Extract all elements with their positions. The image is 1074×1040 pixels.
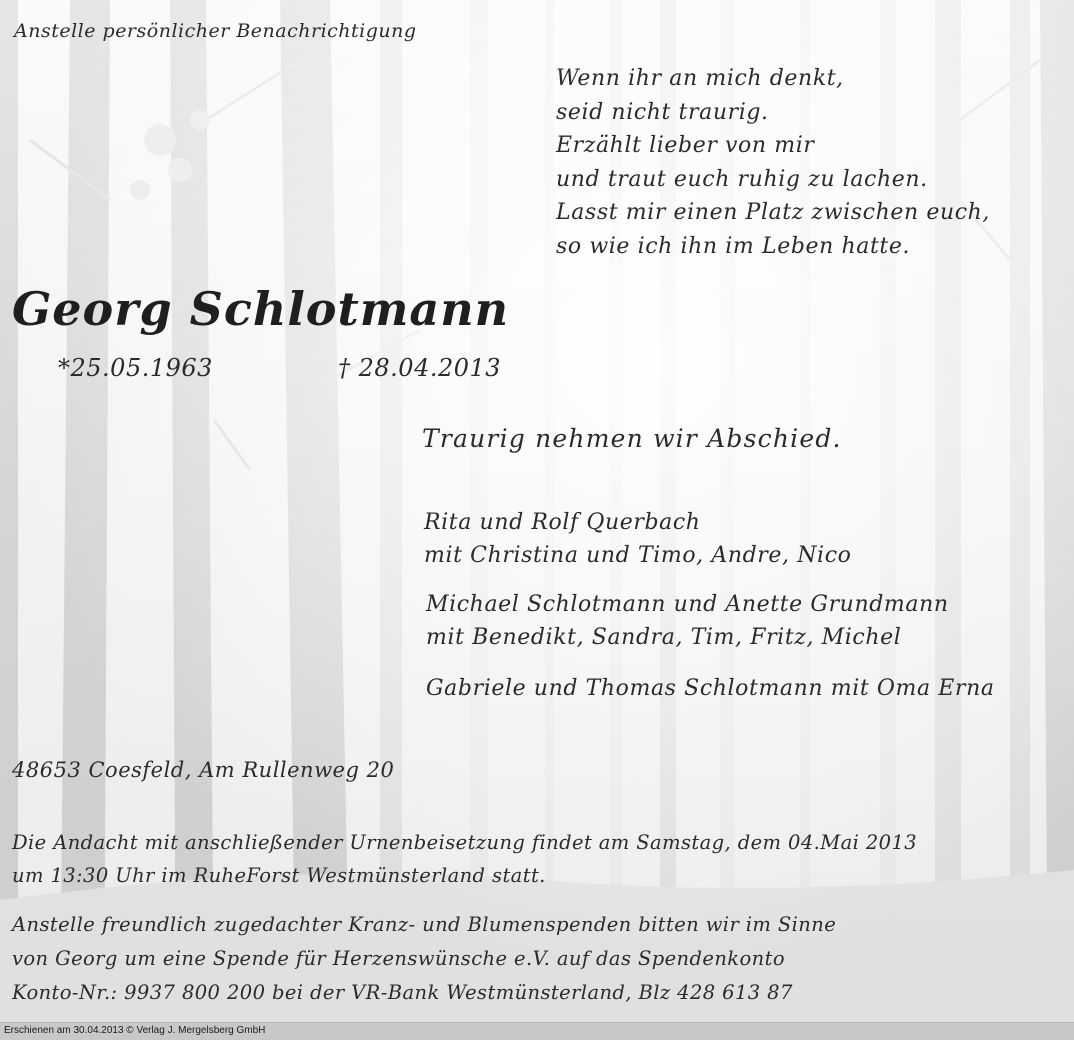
donation-line: von Georg um eine Spende für Herzenswünsche e.V. auf das Spendenkonto — [12, 947, 785, 970]
poem-line: und traut euch ruhig zu lachen. — [556, 166, 928, 192]
poem-line: so wie ich ihn im Leben hatte. — [556, 233, 911, 259]
memorial-poem — [556, 62, 990, 263]
poem-line: seid nicht traurig. — [556, 99, 769, 125]
poem-line: Erzählt lieber von mir — [556, 133, 815, 158]
ceremony-line: um 13:30 Uhr im RuheForst Westmünsterland statt. — [12, 864, 546, 887]
donation-line: Anstelle freundlich zugedachter Kranz- und Blumenspenden bitten wir im Sinne — [12, 913, 837, 936]
poem-line: Lasst mir einen Platz zwischen euch, — [556, 200, 991, 225]
mourner-line: Rita und Rolf Querbach — [424, 510, 701, 535]
poem-line: Wenn ihr an mich denkt, — [556, 66, 844, 91]
ceremony-info — [12, 826, 917, 892]
notification-note: Anstelle persönlicher Benachrichtigung — [14, 20, 417, 42]
mourner-group — [426, 672, 995, 705]
donation-line: Konto-Nr.: 9937 800 200 bei der VR-Bank Westmünsterland, Blz 428 613 87 — [12, 981, 793, 1004]
ceremony-line: Die Andacht mit anschließender Urnenbeisetzung findet am Samstag, dem 04.Mai 2013 — [12, 831, 918, 854]
mourner-group — [426, 588, 949, 654]
mourner-group — [424, 506, 851, 572]
deceased-name: Georg Schlotmann — [12, 282, 510, 336]
family-address: 48653 Coesfeld, Am Rullenweg 20 — [12, 758, 395, 782]
donation-info — [12, 908, 836, 1010]
publication-footer — [0, 1022, 1074, 1040]
mourner-line: mit Benedikt, Sandra, Tim, Fritz, Michel — [426, 625, 902, 650]
mourner-line: Michael Schlotmann und Anette Grundmann — [426, 592, 949, 617]
mourner-line: Gabriele und Thomas Schlotmann mit Oma Erna — [426, 676, 995, 701]
publication-credit: Erschienen am 30.04.2013 © Verlag J. Mergelsberg GmbH — [4, 1025, 266, 1036]
mourner-line: mit Christina und Timo, Andre, Nico — [424, 543, 852, 568]
farewell-line: Traurig nehmen wir Abschied. — [422, 424, 842, 453]
birth-date: *25.05.1963 — [58, 354, 213, 382]
death-date: † 28.04.2013 — [338, 354, 502, 382]
